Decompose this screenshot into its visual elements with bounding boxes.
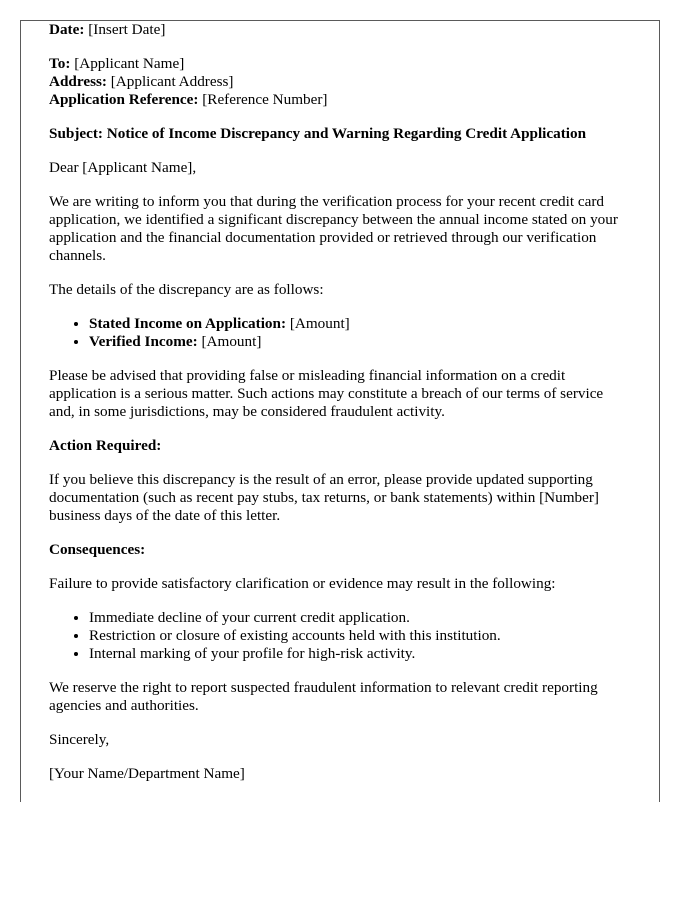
detail-value: [Amount] [289, 315, 350, 332]
detail-value: [Amount] [201, 333, 262, 350]
reference-label: Application Reference: [49, 91, 199, 108]
date-label: Date: [49, 21, 85, 38]
details-intro: The details of the discrepancy are as follows: [49, 281, 324, 298]
reserve-paragraph: We reserve the right to report suspected fraudulent information to relevant credit reporting agencies and authorities. [49, 679, 598, 714]
consequences-intro: Failure to provide satisfactory clarification or evidence may result in the following: [49, 575, 556, 592]
intro-paragraph: We are writing to inform you that during the verification process for your recent credit card application, we identified a significant discrepancy between the annual income stated on your application and the financial documentation provided or retrieved through our verification channels. [49, 193, 618, 264]
address-line [49, 73, 631, 91]
action-required-heading: Action Required: [49, 437, 162, 454]
list-item: • Immediate decline of your current credit application. [89, 609, 631, 627]
discrepancy-details-list [49, 315, 631, 351]
address-label: Address: [49, 73, 107, 90]
warning-paragraph: Please be advised that providing false or misleading financial information on a credit application is a serious matter. Such actions may constitute a breach of our terms of service and, in some jurisdictions, may be considered fraudulent activity. [49, 367, 604, 420]
reference-value: [Reference Number] [202, 91, 328, 108]
list-item: • Restriction or closure of existing accounts held with this institution. [89, 627, 631, 645]
to-value: [Applicant Name] [74, 55, 185, 72]
action-paragraph: If you believe this discrepancy is the result of an error, please provide updated supporting documentation (such as recent pay stubs, tax returns, or bank statements) within [Number] business days of the date of this letter. [49, 471, 599, 524]
list-item [89, 315, 631, 333]
to-label: To: [49, 55, 71, 72]
detail-label: Stated Income on Application: [89, 315, 287, 332]
signature-name: [Your Name/Department Name] [49, 765, 245, 782]
salutation: Dear [Applicant Name], [49, 159, 197, 176]
consequences-heading: Consequences: [49, 541, 146, 558]
list-item: • Internal marking of your profile for high-risk activity. [89, 645, 631, 663]
letter-document [20, 20, 660, 802]
address-value: [Applicant Address] [110, 73, 234, 90]
reference-line [49, 91, 631, 109]
date-line [49, 21, 631, 39]
date-value: [Insert Date] [88, 21, 166, 38]
to-line [49, 55, 631, 73]
subject-line: Subject: Notice of Income Discrepancy and Warning Regarding Credit Application [49, 125, 587, 142]
recipient-block [49, 55, 631, 109]
detail-label: Verified Income: [89, 333, 198, 350]
closing: Sincerely, [49, 731, 110, 748]
list-item [89, 333, 631, 351]
consequences-list [49, 609, 631, 663]
